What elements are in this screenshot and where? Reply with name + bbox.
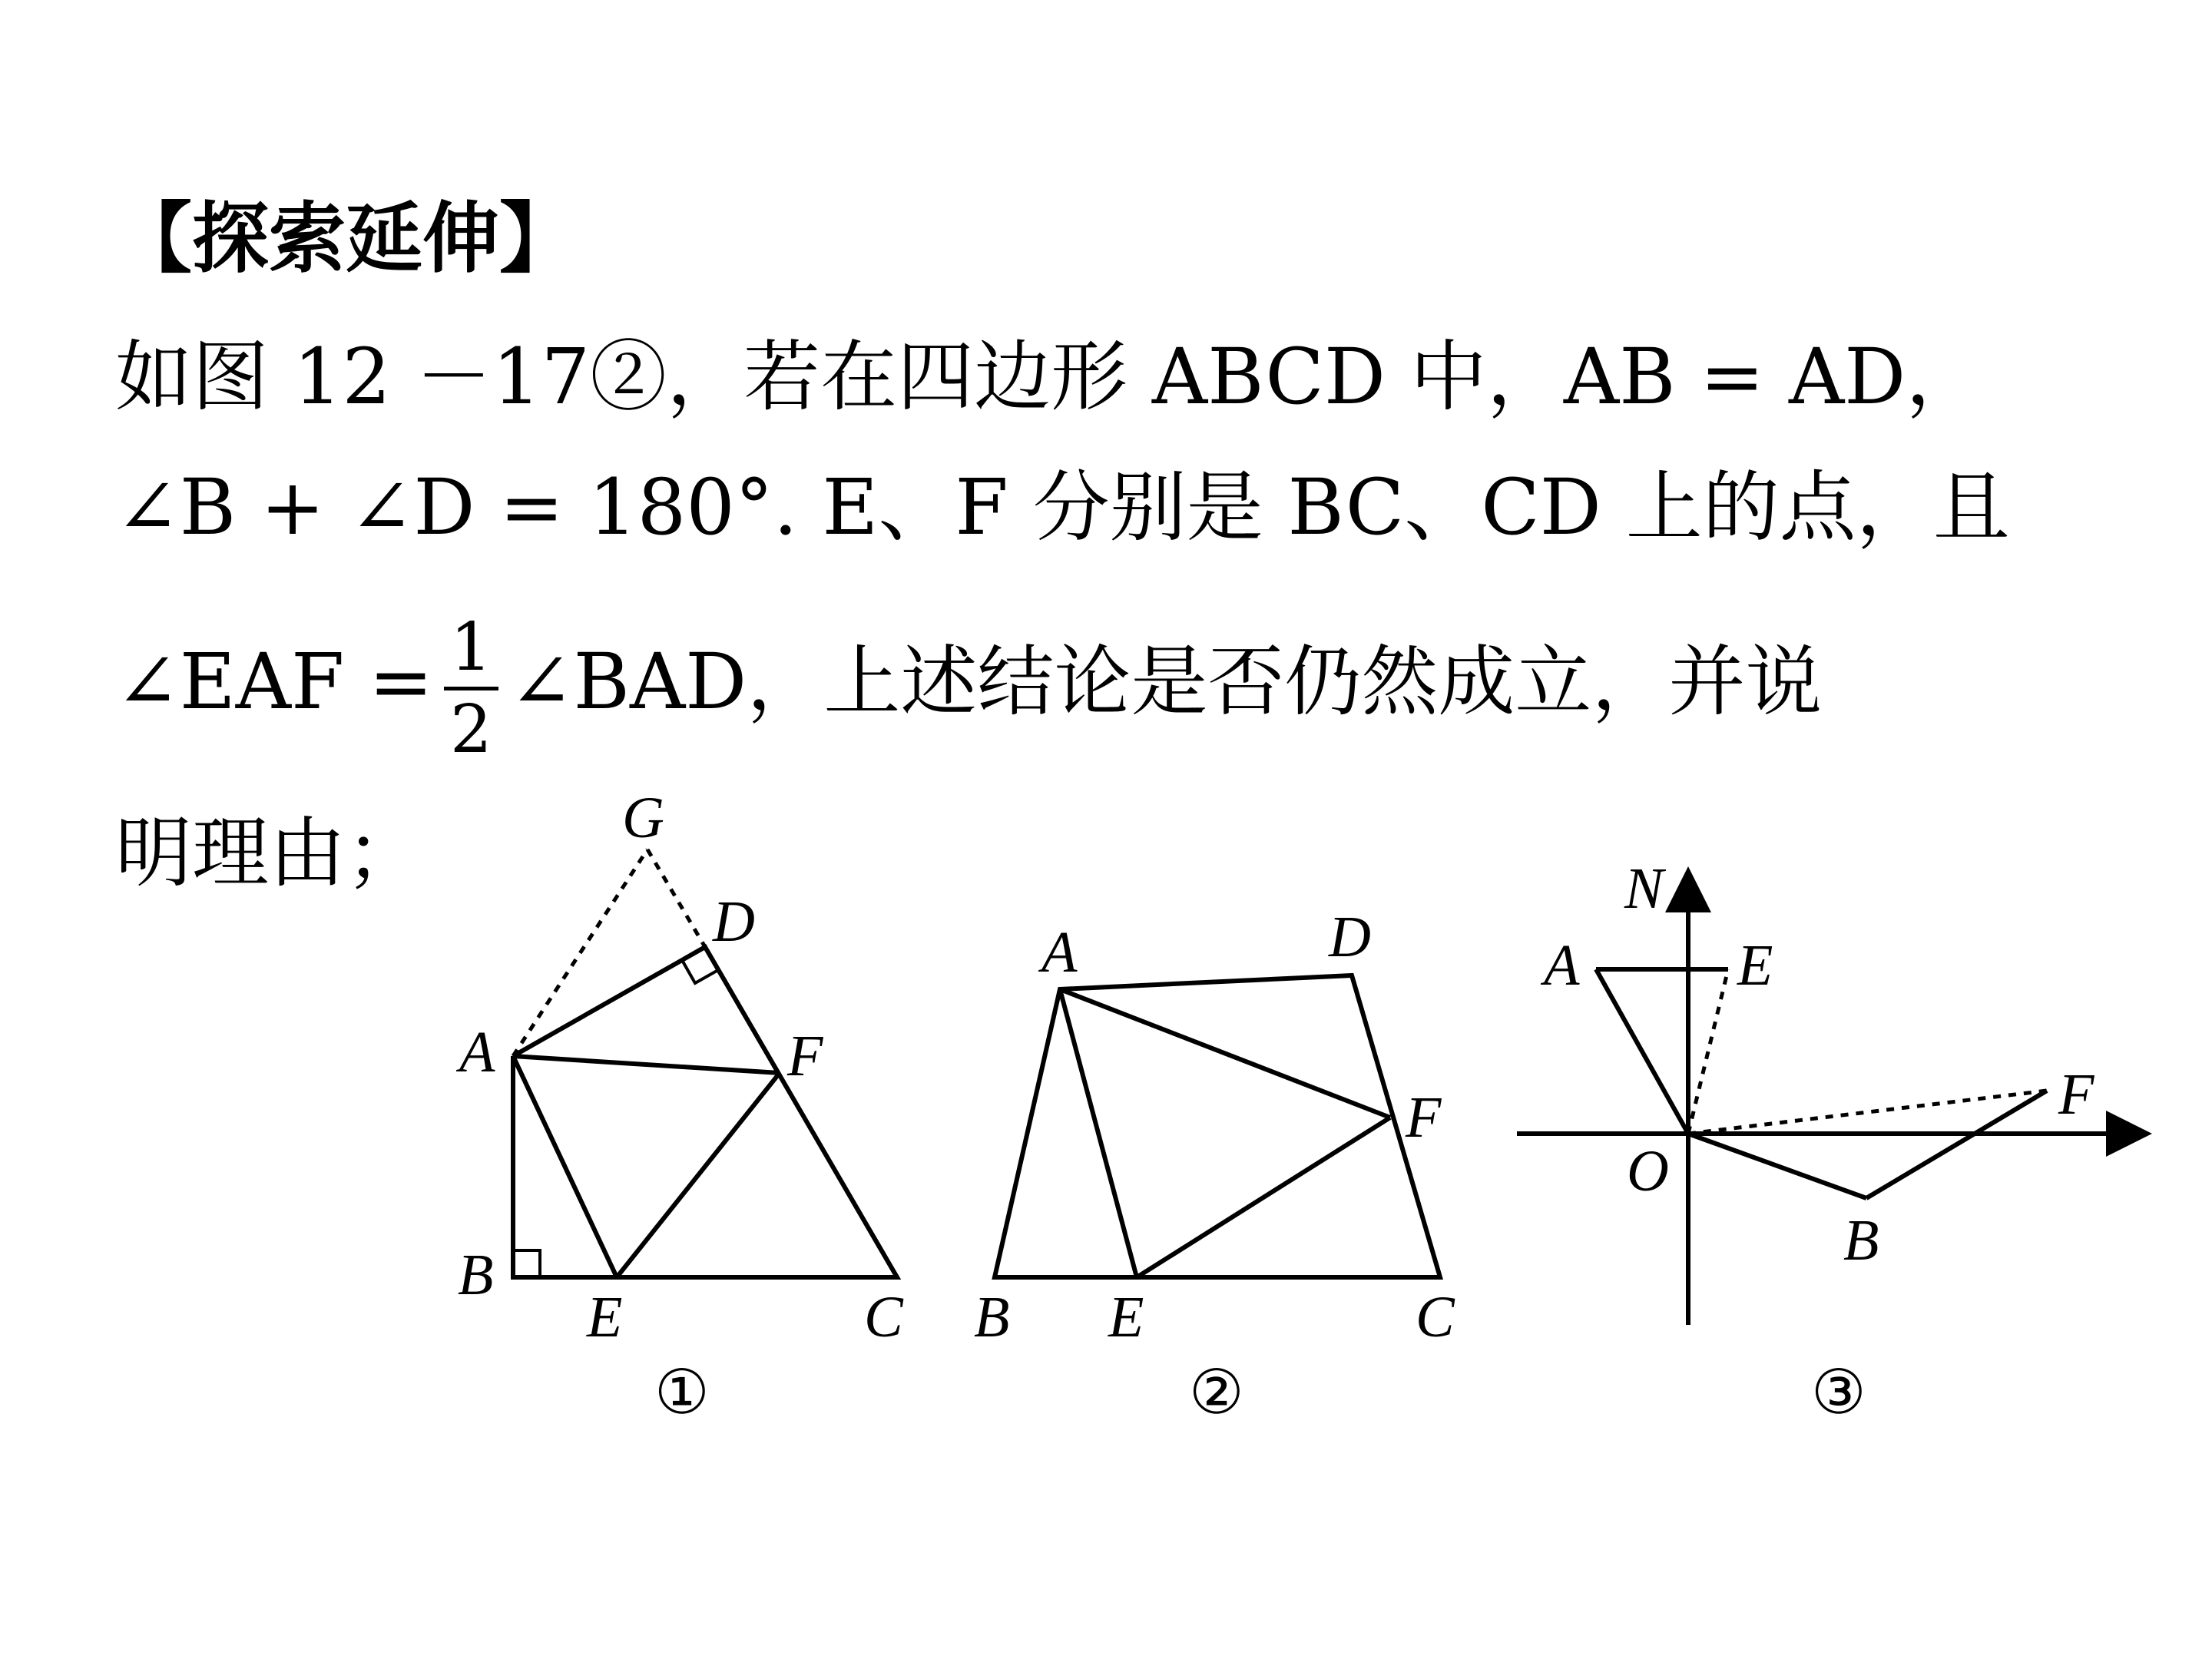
figure-2 — [974, 905, 1455, 1427]
fig3-caption: ③ — [1811, 1359, 1866, 1427]
fraction-numerator: 1 — [444, 614, 498, 690]
fig2-segment-af — [1060, 989, 1390, 1118]
fig1-dashed-gd — [647, 849, 705, 947]
fig3-segment-ob — [1688, 1134, 1866, 1198]
problem-line-4: 明理由； — [115, 808, 422, 898]
fig2-label-b: B — [974, 1285, 1010, 1349]
figure-1 — [455, 786, 904, 1427]
fig1-label-a: A — [459, 1020, 495, 1084]
fig1-dashed-ag — [513, 849, 647, 1056]
fig3-dashed-oe — [1688, 969, 1728, 1134]
fig3-label-f: F — [2058, 1062, 2094, 1127]
fig1-outline — [513, 947, 897, 1277]
fraction-denominator: 2 — [449, 691, 492, 768]
fig2-caption: ② — [1189, 1359, 1244, 1427]
fig1-label-e: E — [587, 1285, 623, 1349]
fig2-label-c: C — [1416, 1285, 1455, 1349]
fig3-label-e: E — [1737, 933, 1773, 998]
fig3-dashed-of — [1688, 1091, 2047, 1134]
fig2-label-f: F — [1406, 1085, 1442, 1150]
figure-3 — [1517, 856, 2143, 1427]
fig3-label-b: B — [1843, 1208, 1879, 1273]
fig3-label-o: O — [1627, 1139, 1669, 1204]
fig1-segment-af — [513, 1056, 780, 1073]
fig3-segment-bf — [1866, 1091, 2047, 1198]
fig1-label-g: G — [622, 786, 664, 850]
fig3-segment-ao — [1596, 969, 1688, 1134]
fig2-segment-ae — [1060, 989, 1137, 1277]
fig3-label-a: A — [1544, 933, 1580, 998]
problem-line-1: 如图 12 －17②，若在四边形 ABCD 中，AB = AD， — [115, 332, 1983, 422]
fig2-label-a: A — [1041, 920, 1078, 985]
fig1-caption: ① — [654, 1359, 710, 1427]
fig1-label-c: C — [864, 1285, 903, 1349]
fig1-label-d: D — [713, 889, 755, 954]
fig2-label-d: D — [1329, 905, 1371, 969]
fig1-segment-ae — [513, 1056, 617, 1277]
fig1-label-b: B — [458, 1243, 494, 1307]
fig1-right-angle-b — [513, 1250, 540, 1277]
angle-eaf-text: ∠EAF = — [115, 637, 433, 727]
fig2-segment-ef — [1137, 1118, 1390, 1277]
fig2-label-e: E — [1108, 1285, 1144, 1349]
fig1-segment-ef — [617, 1073, 780, 1277]
section-title: 【探索延伸】 — [115, 194, 576, 283]
fig3-label-n: N — [1624, 856, 1664, 921]
angle-bad-text: ∠BAD，上述结论是否仍然成立，并说 — [508, 637, 1823, 727]
problem-line-2: ∠B + ∠D = 180°. E、F 分别是 BC、CD 上的点，且 — [115, 462, 2010, 552]
fig1-label-f: F — [787, 1024, 823, 1088]
